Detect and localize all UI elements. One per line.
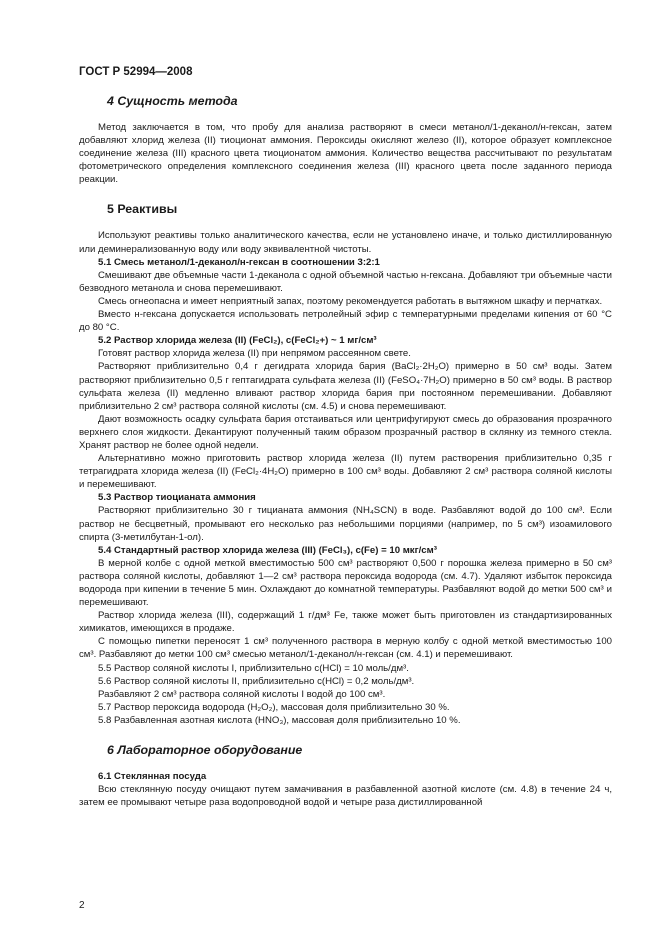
section-5-3-title: 5.3 Раствор тиоцианата аммония xyxy=(98,492,256,504)
paragraph: Смешивают две объемные части 1-деканола с одной объемной частью н-гексана. Добавляют три объемные части безводного метанола и снова перемешивают. xyxy=(79,269,612,294)
paragraph: Вместо н-гексана допускается использовать петролейный эфир с температурными пределами кипения от 60 °С до 80 °С. xyxy=(79,309,612,334)
paragraph: Раствор хлорида железа (III), содержащий 1 г/дм³ Fe, также может быть приготовлен из стандартизированных химикатов, имеющихся в продаже. xyxy=(79,610,612,635)
paragraph: Готовят раствор хлорида железа (II) при непрямом рассеянном свете. xyxy=(98,348,411,360)
paragraph: Разбавляют 2 см³ раствора соляной кислоты I водой до 100 см³. xyxy=(98,688,386,700)
section-5-1-title: 5.1 Смесь метанол/1-деканол/н-гексан в соотношении 3:2:1 xyxy=(98,256,380,268)
section-5-6: 5.6 Раствор соляной кислоты II, приблизительно c(HCl) = 0,2 моль/дм³. xyxy=(98,675,415,687)
section-5-intro: Используют реактивы только аналитического качества, если не установлено иначе, и только дистиллированную или деминерализованную воду или воду эквивалентной чистоты. xyxy=(79,230,612,255)
section-5-4-title: 5.4 Стандартный раствор хлорида железа (III) (FeCl₃), c(Fe) = 10 мкг/см³ xyxy=(98,544,437,556)
section-6-1-title: 6.1 Стеклянная посуда xyxy=(98,771,207,783)
section-5-2-title: 5.2 Раствор хлорида железа (II) (FeCl₂), c(FeCl₂+) ~ 1 мг/см³ xyxy=(98,335,377,347)
section-5-5: 5.5 Раствор соляной кислоты I, приблизительно c(HCl) = 10 моль/дм³. xyxy=(98,662,409,674)
section-5-title: 5 Реактивы xyxy=(107,202,178,217)
paragraph: Дают возможность осадку сульфата бария отстаиваться или центрифугируют смесь до образования прозрачного верхнего слоя жидкости. Декантируют полученный таким образом прозрачный раствор в склянку из темного стекла. Хранят раствор не более одной недели. xyxy=(79,413,612,451)
paragraph: В мерной колбе с одной меткой вместимостью 500 см³ растворяют 0,500 г порошка железа примерно в 50 см³ раствора соляной кислоты, добавляют 1—2 см³ раствора пероксида водорода (см. 4.7). Удаляют избыток пероксида водорода при кипении в течение 5 мин. Охлаждают до комнатной температуры. Разбавляют водой до метки 500 см³ и перемешивают. xyxy=(79,557,612,609)
section-4-paragraph: Метод заключается в том, что пробу для анализа растворяют в смеси метанол/1-деканол/н-гексан, затем добавляют хлорид железа (II) тиоционат аммония. Пероксиды окисляют железо (II), которое образует комплексное соединение железа (III) красного цвета тиоционатом аммония. Количество вещества рассчитывают по результатам фотометрического определения комплексного соединения железа (III) красного цвета после заданного периода реакции. xyxy=(79,122,612,186)
page-number: 2 xyxy=(79,900,85,911)
paragraph: С помощью пипетки переносят 1 см³ полученного раствора в мерную колбу с одной меткой вместимостью 100 см³. Разбавляют до метки 100 см³ смесью метанол/1-деканол/н-гексан (см. 4.1) и перемешивают. xyxy=(79,636,612,661)
paragraph: Всю стеклянную посуду очищают путем замачивания в разбавленной азотной кислоте (см. 4.8) в течение 24 ч, затем ее промывают четыре раза водопроводной водой и четыре раза дистиллированной xyxy=(79,784,612,809)
section-4-title: 4 Сущность метода xyxy=(107,94,238,108)
paragraph: Растворяют приблизительно 30 г тицианата аммония (NH₄SCN) в воде. Разбавляют водой до 100 см³. Если раствор не бесцветный, промывают его несколько раз небольшими порциями (например, по 5 см³) изоамилового спирта (3-метилбутан-1-ол). xyxy=(79,505,612,543)
section-5-8: 5.8 Разбавленная азотная кислота (HNO₃), массовая доля приблизительно 10 %. xyxy=(98,714,461,726)
paragraph: Смесь огнеопасна и имеет неприятный запах, поэтому рекомендуется работать в вытяжном шкафу и перчатках. xyxy=(98,295,603,307)
document-body xyxy=(79,93,612,809)
section-6-title: 6 Лабораторное оборудование xyxy=(107,743,303,758)
paragraph: Альтернативно можно приготовить раствор хлорида железа (II) путем растворения приблизительно 0,35 г тетрагидрата хлорида железа (II) (FeCl₂·4H₂O) примерно в 100 см³ воды. Добавляют 2 см³ раствора соляной кислоты и перемешивают. xyxy=(79,453,612,491)
paragraph: Растворяют приблизительно 0,4 г дегидрата хлорида бария (BaCl₂·2H₂O) примерно в 50 см³ воды. Затем растворяют приблизительно 0,5 г гептагидрата сульфата железа (II) (FeSO₄·7H₂O) примерно в 50 см³ воды. В раствор сульфата железа (II) медленно вливают раствор хлорида бария при постоянном перемешивании. Добавляют приблизительно 2 см³ раствора соляной кислоты (см. 4.5) и снова перемешивают. xyxy=(79,361,612,412)
document-header: ГОСТ Р 52994—2008 xyxy=(79,66,193,78)
section-5-7: 5.7 Раствор пероксида водорода (H₂O₂), массовая доля приблизительно 30 %. xyxy=(98,701,450,713)
